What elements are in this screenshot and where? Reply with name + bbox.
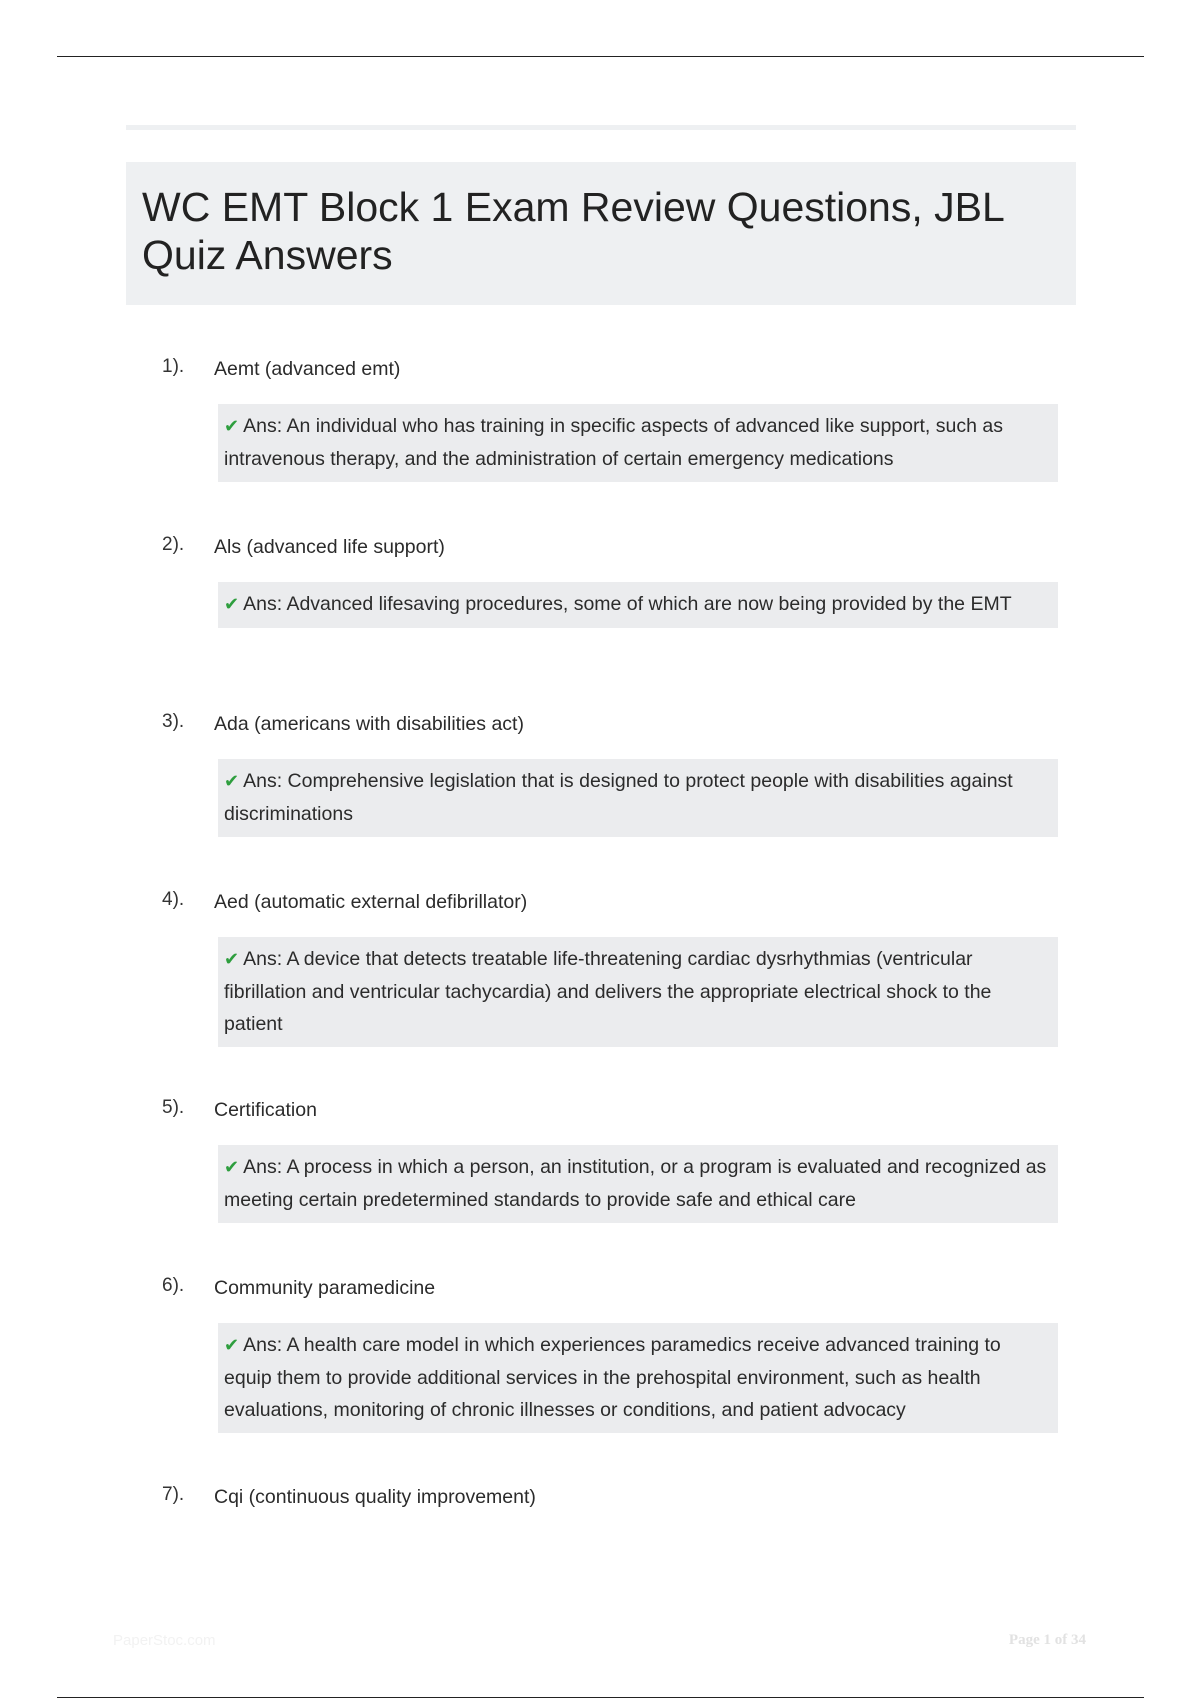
answer-box — [218, 1145, 1058, 1223]
footer-watermark: PaperStoc.com — [113, 1632, 216, 1649]
question-term: Aemt (advanced emt) — [214, 358, 401, 380]
question-term: Ada (americans with disabilities act) — [214, 713, 524, 735]
answer-text: Ans: An individual who has training in specific aspects of advanced like support, such as intravenous therapy, and the administration of certain emergency medications — [224, 415, 1003, 470]
question-term: Certification — [214, 1099, 317, 1121]
question-number: 1). — [162, 356, 185, 377]
question-number: 4). — [162, 889, 185, 910]
question-number: 3). — [162, 711, 185, 732]
answer-text: Ans: A device that detects treatable life-threatening cardiac dysrhythmias (ventricular fibrillation and ventricular tachycardia) and delivers the appropriate electrical shock to the patient — [224, 948, 992, 1035]
question-number: 6). — [162, 1275, 185, 1296]
check-icon: ✔ — [224, 1335, 240, 1356]
answer-text: Ans: Advanced lifesaving procedures, some of which are now being provided by the EMT — [243, 593, 1012, 615]
answer-box — [218, 582, 1058, 628]
check-icon: ✔ — [224, 771, 240, 792]
question-number: 2). — [162, 534, 185, 555]
page-number: Page 1 of 34 — [1008, 1632, 1086, 1648]
answer-box — [218, 404, 1058, 482]
question-number: 7). — [162, 1484, 185, 1505]
top-rule — [57, 56, 1144, 57]
answer-box — [218, 937, 1058, 1047]
check-icon: ✔ — [224, 1157, 240, 1178]
answer-box — [218, 759, 1058, 837]
check-icon: ✔ — [224, 949, 240, 970]
question-term: Als (advanced life support) — [214, 536, 445, 558]
question-term: Aed (automatic external defibrillator) — [214, 891, 528, 913]
check-icon: ✔ — [224, 416, 240, 437]
question-number: 5). — [162, 1097, 185, 1118]
question-term: Community paramedicine — [214, 1277, 436, 1299]
check-icon: ✔ — [224, 594, 240, 615]
answer-text: Ans: A process in which a person, an institution, or a program is evaluated and recognized as meeting certain predetermined standards to provide safe and ethical care — [224, 1156, 1047, 1211]
answer-text: Ans: Comprehensive legislation that is designed to protect people with disabilities against discriminations — [224, 770, 1013, 825]
question-term: Cqi (continuous quality improvement) — [214, 1486, 536, 1508]
answer-text: Ans: A health care model in which experiences paramedics receive advanced training to equip them to provide additional services in the prehospital environment, such as health evaluations, monitoring of chronic illnesses or conditions, and patient advocacy — [224, 1334, 1001, 1421]
header-divider — [126, 125, 1076, 130]
bottom-rule — [57, 1697, 1144, 1698]
answer-box — [218, 1323, 1058, 1433]
title-block — [126, 162, 1076, 305]
page-title: WC EMT Block 1 Exam Review Questions, JBL Quiz Answers — [142, 184, 1004, 278]
